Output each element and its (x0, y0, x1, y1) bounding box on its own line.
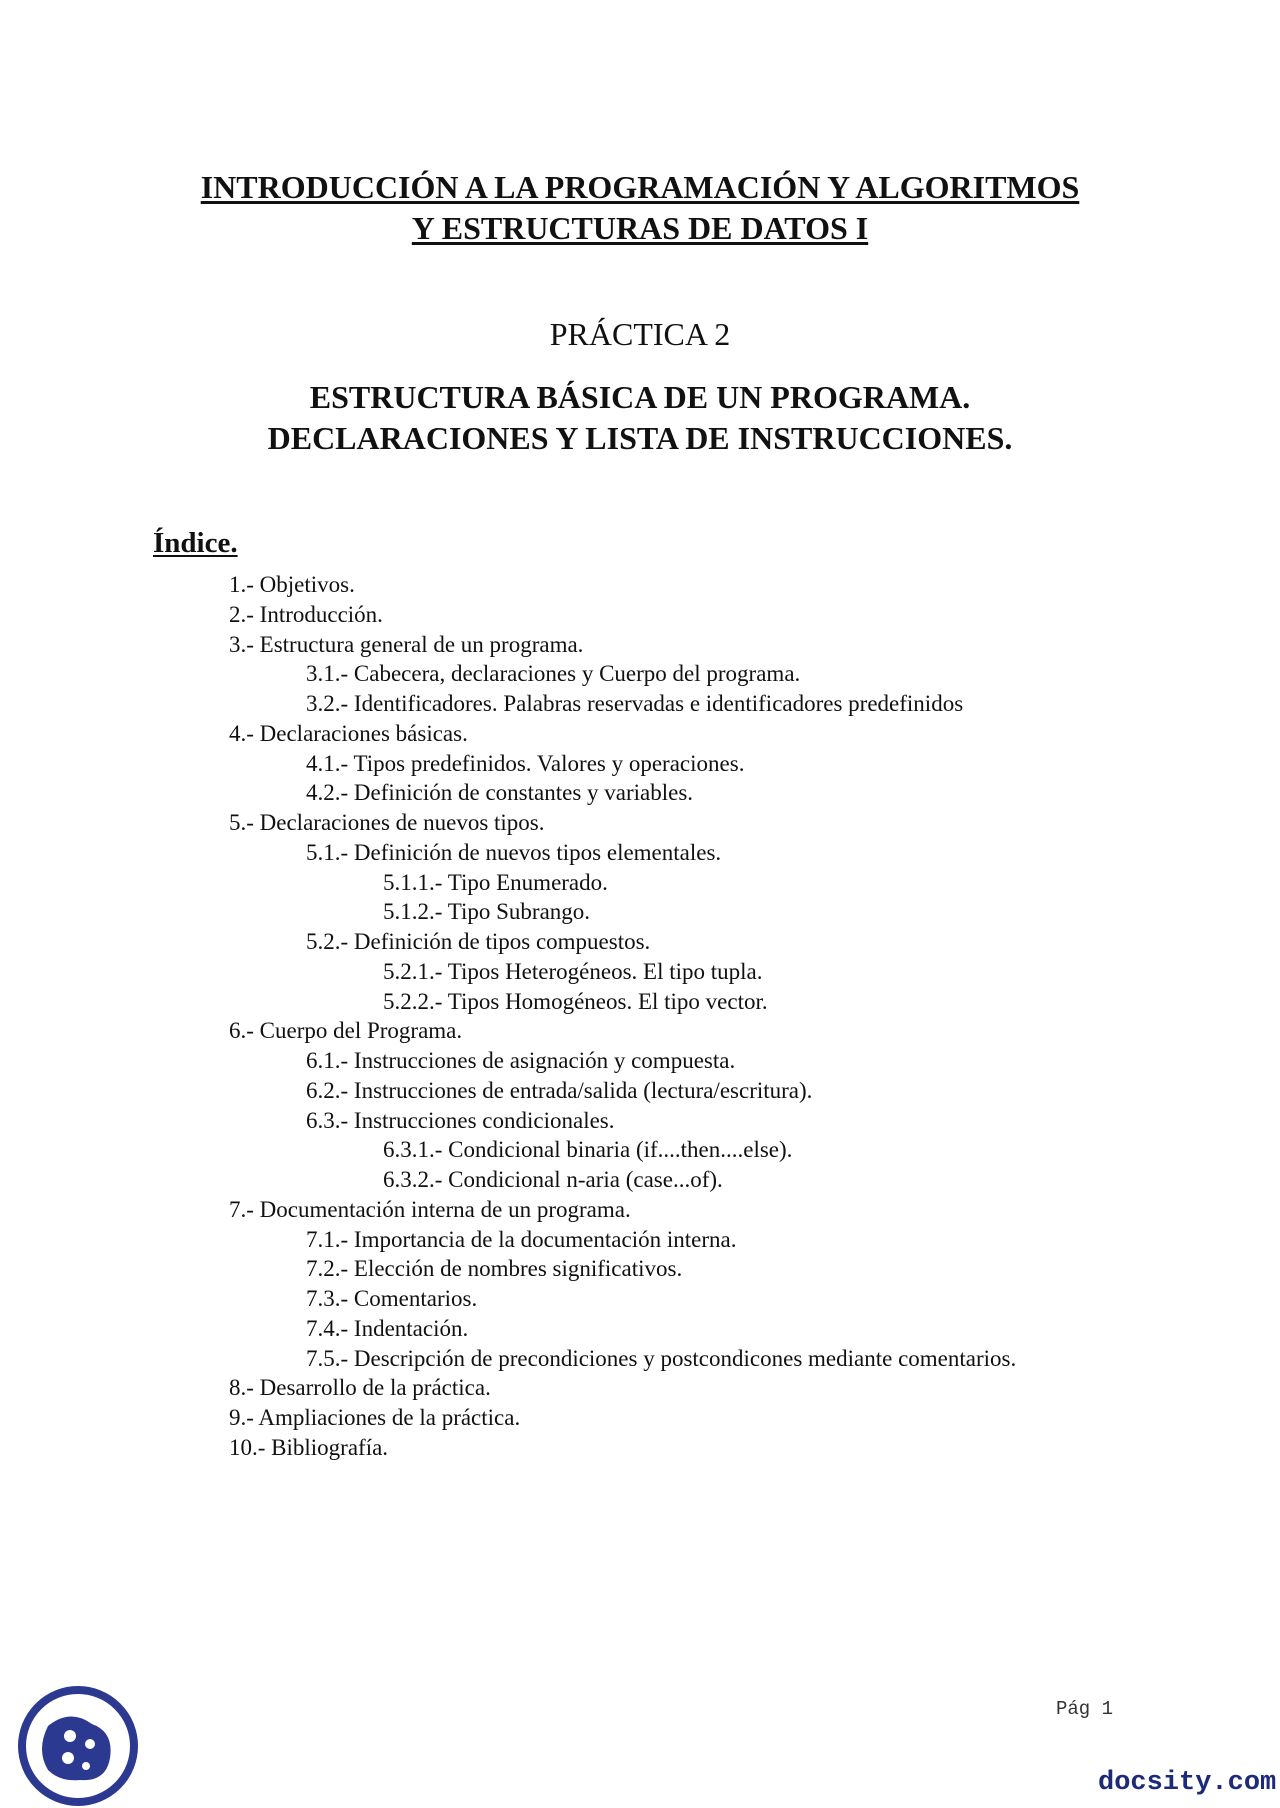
page-number: Pág 1 (1056, 1698, 1114, 1720)
toc-item: 6.3.2.- Condicional n-aria (case...of). (383, 1167, 723, 1192)
toc-item: 5.1.- Definición de nuevos tipos elementales. (306, 839, 722, 865)
toc-item: 7.5.- Descripción de precondiciones y postcondicones mediante comentarios. (306, 1345, 1017, 1371)
index-heading: Índice. (153, 527, 238, 559)
toc-item: 4.1.- Tipos predefinidos. Valores y operaciones. (306, 750, 745, 776)
practica-subtitle-line-1: ESTRUCTURA BÁSICA DE UN PROGRAMA. (309, 379, 971, 415)
toc-item: 3.2.- Identificadores. Palabras reservadas e identificadores predefinidos (306, 691, 964, 716)
practica-subtitle-line-2: DECLARACIONES Y LISTA DE INSTRUCCIONES. (267, 420, 1013, 456)
toc-item: 5.2.- Definición de tipos compuestos. (306, 929, 651, 954)
docsity-logo-icon[interactable] (18, 1686, 138, 1806)
toc-item: 8.- Desarrollo de la práctica. (229, 1375, 491, 1401)
toc-item: 2.- Introducción. (229, 601, 383, 627)
toc-item: 4.2.- Definición de constantes y variables. (306, 780, 694, 806)
toc-item: 6.- Cuerpo del Programa. (229, 1018, 463, 1044)
toc-item: 7.1.- Importancia de la documentación interna. (306, 1226, 737, 1252)
toc-item: 7.2.- Elección de nombres significativos. (306, 1256, 683, 1282)
toc-item: 6.2.- Instrucciones de entrada/salida (lectura/escritura). (306, 1077, 813, 1103)
toc-item: 3.- Estructura general de un programa. (229, 631, 584, 657)
toc-item: 5.- Declaraciones de nuevos tipos. (229, 810, 545, 835)
toc-item: 7.3.- Comentarios. (306, 1286, 478, 1311)
practica-number: PRÁCTICA 2 (549, 316, 731, 352)
toc-item: 1.- Objetivos. (229, 572, 355, 597)
toc-item: 5.1.2.- Tipo Subrango. (383, 899, 591, 925)
toc-item: 5.1.1.- Tipo Enumerado. (383, 869, 608, 895)
toc-item: 6.3.1.- Condicional binaria (if....then....else). (383, 1137, 793, 1163)
table-of-contents (0, 570, 1280, 1463)
document-title-line-1: INTRODUCCIÓN A LA PROGRAMACIÓN Y ALGORITMOS (200, 169, 1080, 205)
toc-item: 3.1.- Cabecera, declaraciones y Cuerpo del programa. (306, 661, 801, 687)
toc-item: 10.- Bibliografía. (229, 1434, 389, 1460)
toc-item: 5.2.1.- Tipos Heterogéneos. El tipo tupla. (383, 958, 763, 984)
toc-item: 6.1.- Instrucciones de asignación y compuesta. (306, 1048, 736, 1073)
toc-item: 4.- Declaraciones básicas. (229, 720, 468, 746)
toc-item: 7.- Documentación interna de un programa. (229, 1196, 631, 1222)
toc-item: 6.3.- Instrucciones condicionales. (306, 1107, 615, 1133)
toc-item: 7.4.- Indentación. (306, 1315, 469, 1341)
docsity-brand-link[interactable]: docsity.com (1098, 1768, 1277, 1798)
document-title-line-2: Y ESTRUCTURAS DE DATOS I (411, 210, 869, 246)
toc-item: 9.- Ampliaciones de la práctica. (229, 1405, 521, 1430)
toc-item: 5.2.2.- Tipos Homogéneos. El tipo vector. (383, 988, 768, 1014)
